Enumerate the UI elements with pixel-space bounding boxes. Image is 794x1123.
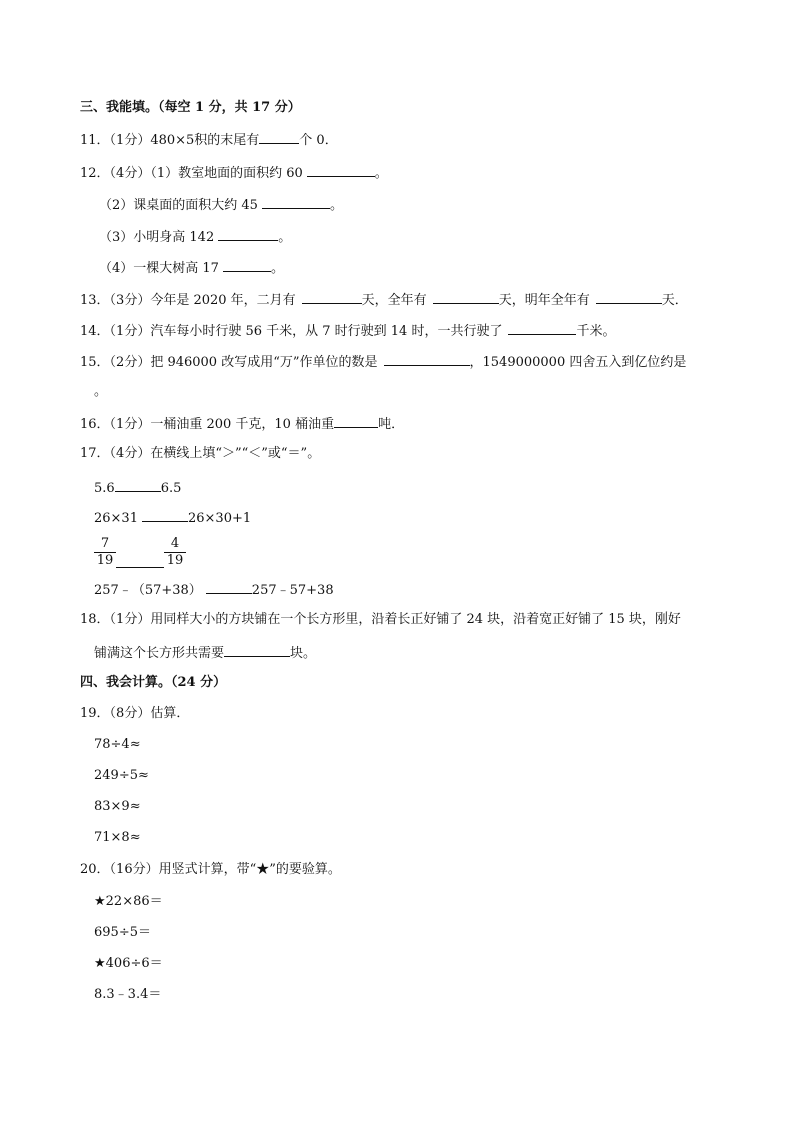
q12-suffix: 。	[374, 166, 388, 181]
q14-suffix: 千米。	[576, 324, 616, 339]
answer-blank[interactable]	[115, 479, 161, 492]
q16-suffix: 吨．	[378, 417, 405, 432]
question-18: 18．（1分）用同样大小的方块铺在一个长方形里，沿着长正好铺了 24 块，沿着宽正好铺了 15 块，刚好	[80, 612, 681, 627]
q12-part-4-suffix: 。	[270, 261, 284, 276]
section-3-heading: 三、我能填。（每空 1 分，共 17 分）	[80, 100, 301, 115]
answer-blank[interactable]	[218, 228, 278, 241]
q14-text: 14．（1分）汽车每小时行驶 56 千米，从 7 时行驶到 14 时，一共行驶了	[80, 324, 503, 339]
question-12-part-4	[99, 259, 284, 277]
answer-blank[interactable]	[334, 415, 378, 428]
answer-blank[interactable]	[142, 509, 188, 522]
q12-part-4-text: （4）一棵大树高 17	[99, 261, 219, 276]
q18-text: 铺满这个长方形共需要	[94, 646, 225, 661]
question-12-part-3	[99, 228, 291, 246]
question-17: 17．（4分）在横线上填“＞”“＜”或“＝”。	[80, 446, 321, 461]
q13-text-2: 天，全年有	[361, 293, 427, 308]
question-14	[80, 322, 615, 340]
q12-part-3-text: （3）小明身高 142	[99, 230, 215, 245]
compare-right: 257﹣57+38	[251, 583, 334, 598]
fraction-denominator: 19	[166, 553, 184, 568]
answer-blank[interactable]	[223, 259, 271, 272]
answer-blank[interactable]	[116, 555, 164, 568]
compare-row-4	[94, 581, 334, 599]
question-15-end: 。	[94, 384, 108, 399]
question-12-part-2	[99, 196, 343, 214]
q12-part-2-suffix: 。	[329, 198, 343, 213]
answer-blank[interactable]	[259, 131, 299, 144]
q12-part-3-suffix: 。	[278, 230, 292, 245]
answer-blank[interactable]	[206, 581, 252, 594]
estimate-item: 83×9≈	[94, 799, 141, 814]
fraction-denominator: 19	[96, 553, 114, 568]
fraction-numerator: 4	[164, 537, 186, 553]
answer-blank[interactable]	[302, 291, 362, 304]
answer-blank[interactable]	[508, 322, 576, 335]
answer-blank[interactable]	[224, 644, 290, 657]
q12-part-2-text: （2）课桌面的面积大约 45	[99, 198, 258, 213]
calc-item: ★406÷6＝	[94, 956, 163, 971]
question-11	[80, 131, 338, 149]
q18-suffix: 块。	[290, 646, 317, 661]
answer-blank[interactable]	[262, 196, 330, 209]
fraction-numerator: 7	[94, 537, 116, 553]
answer-blank[interactable]	[433, 291, 499, 304]
answer-blank[interactable]	[307, 164, 375, 177]
estimate-item: 78÷4≈	[94, 737, 141, 752]
fraction-left	[94, 537, 116, 568]
answer-blank[interactable]	[384, 353, 470, 366]
compare-right: 26×30+1	[187, 511, 252, 526]
question-15	[80, 353, 686, 371]
q11-text: 11．（1分）480×5积的末尾有	[80, 133, 260, 148]
question-18-line-2	[94, 644, 316, 662]
calc-item: 695÷5＝	[94, 925, 151, 940]
q15-text-2: ，1549000000 四舍五入到亿位约是	[469, 355, 687, 370]
compare-right: 6.5	[160, 481, 182, 496]
q13-text-3: 天，明年全年有	[498, 293, 590, 308]
q15-text: 15．（2分）把 946000 改写成用“万”作单位的数是	[80, 355, 378, 370]
question-12	[80, 164, 388, 182]
q11-suffix: 个 0．	[299, 133, 338, 148]
q13-text: 13．（3分）今年是 2020 年，二月有	[80, 293, 296, 308]
question-16	[80, 415, 404, 433]
calc-item: ★22×86＝	[94, 894, 163, 909]
estimate-item: 249÷5≈	[94, 768, 149, 783]
q16-text: 16．（1分）一桶油重 200 千克，10 桶油重	[80, 417, 335, 432]
compare-left: 5.6	[94, 481, 115, 496]
calc-item: 8.3﹣3.4＝	[94, 987, 162, 1002]
fraction-right	[164, 537, 186, 568]
compare-left: 257﹣（57+38）	[94, 583, 202, 598]
compare-left: 26×31	[94, 511, 138, 526]
question-13	[80, 291, 688, 309]
q13-suffix: 天．	[661, 293, 688, 308]
compare-row-1	[94, 479, 181, 497]
question-20: 20．（16分）用竖式计算，带“★”的要验算。	[80, 862, 341, 877]
question-19: 19．（8分）估算．	[80, 706, 190, 721]
q12-text: 12．（4分）（1）教室地面的面积约 60	[80, 166, 303, 181]
answer-blank[interactable]	[596, 291, 662, 304]
compare-row-2	[94, 509, 251, 527]
section-4-heading: 四、我会计算。（24 分）	[80, 675, 227, 690]
estimate-item: 71×8≈	[94, 830, 141, 845]
